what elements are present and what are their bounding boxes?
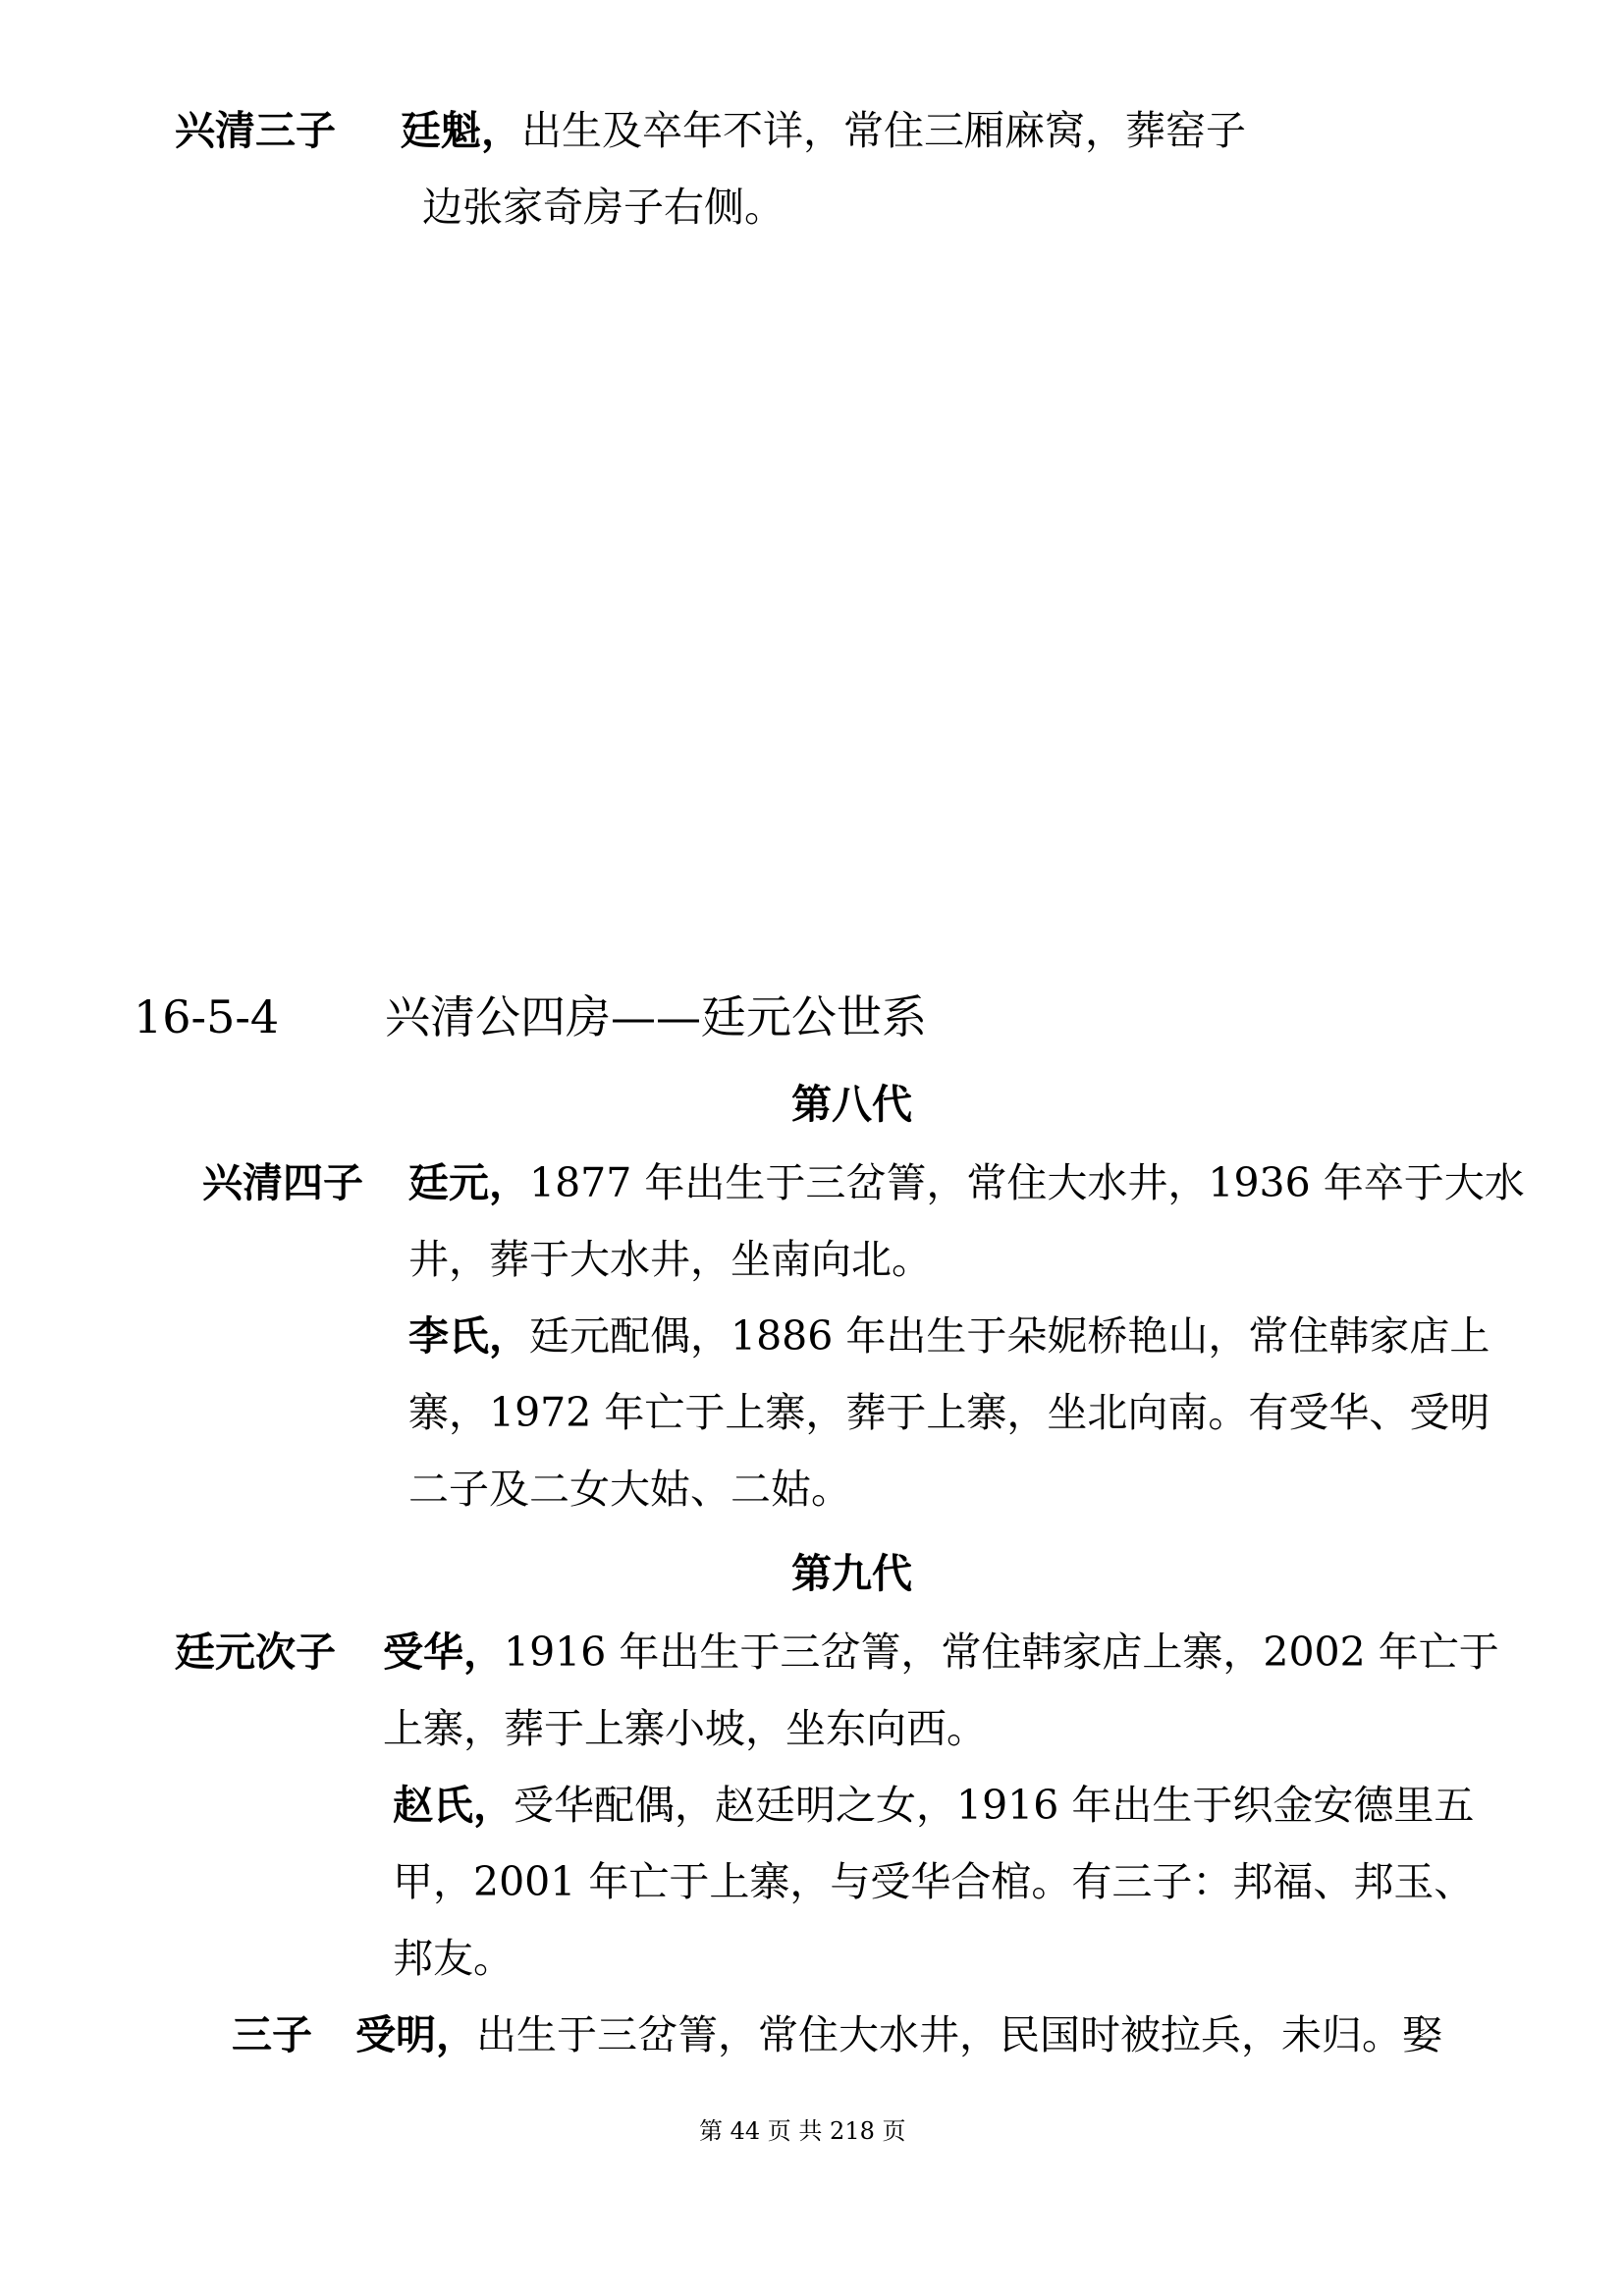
entry-text-line: [355, 2010, 1442, 2059]
spouse-text-line: 寨，1972 年亡于上寨，葬于上寨，坐北向南。有受华、受明: [408, 1389, 1490, 1436]
person-name: 受明，: [355, 2011, 476, 2058]
relation-label: 兴清四子: [202, 1159, 363, 1206]
page-footer: 第 44 页 共 218 页: [699, 2117, 906, 2145]
entry-text-line: 井，葬于大水井，坐南向北。: [408, 1236, 932, 1283]
person-name: 受华，: [383, 1629, 504, 1676]
section-title: 兴清公四房——廷元公世系: [385, 990, 927, 1043]
entry-text-line: 边张家奇房子右侧。: [422, 184, 785, 231]
relation-label: 廷元次子: [175, 1629, 336, 1676]
section-number: 16-5-4: [134, 990, 280, 1043]
entry-text: 1916 年出生于三岔箐，常住韩家店上寨，2002 年亡于: [504, 1629, 1499, 1676]
spouse-name: 李氏，: [408, 1312, 529, 1360]
entry-text-line: 上寨，葬于上寨小坡，坐东向西。: [383, 1705, 987, 1752]
relation-label: 兴清三子: [175, 107, 336, 154]
entry-text: 1877 年出生于三岔箐，常住大水井，1936 年卒于大水: [529, 1159, 1525, 1206]
person-name: 廷魁，: [401, 107, 521, 154]
spouse-text-line: 二子及二女大姑、二姑。: [408, 1466, 851, 1513]
entry-text-line: [383, 1628, 1499, 1677]
spouse-text-line: 甲，2001 年亡于上寨，与受华合棺。有三子：邦福、邦玉、: [393, 1858, 1475, 1905]
entry-text: 出生及卒年不详，常住三厢麻窝，葬窑子: [521, 107, 1246, 154]
spouse-text-line: [393, 1781, 1474, 1830]
generation-title: 第八代: [791, 1081, 912, 1128]
spouse-name: 赵氏，: [393, 1782, 514, 1829]
relation-label: 三子: [232, 2011, 312, 2058]
spouse-text-line: [408, 1311, 1489, 1361]
entry-text-line: [408, 1158, 1525, 1207]
person-name: 廷元，: [408, 1159, 529, 1206]
entry-text-line: [401, 106, 1246, 155]
generation-title: 第九代: [791, 1550, 912, 1597]
spouse-text: 廷元配偶，1886 年出生于朵妮桥艳山，常住韩家店上: [529, 1312, 1490, 1360]
spouse-text: 受华配偶，赵廷明之女，1916 年出生于织金安德里五: [514, 1782, 1475, 1829]
entry-text: 出生于三岔箐，常住大水井，民国时被拉兵，未归。娶: [476, 2011, 1442, 2058]
spouse-text-line: 邦友。: [393, 1935, 514, 1982]
